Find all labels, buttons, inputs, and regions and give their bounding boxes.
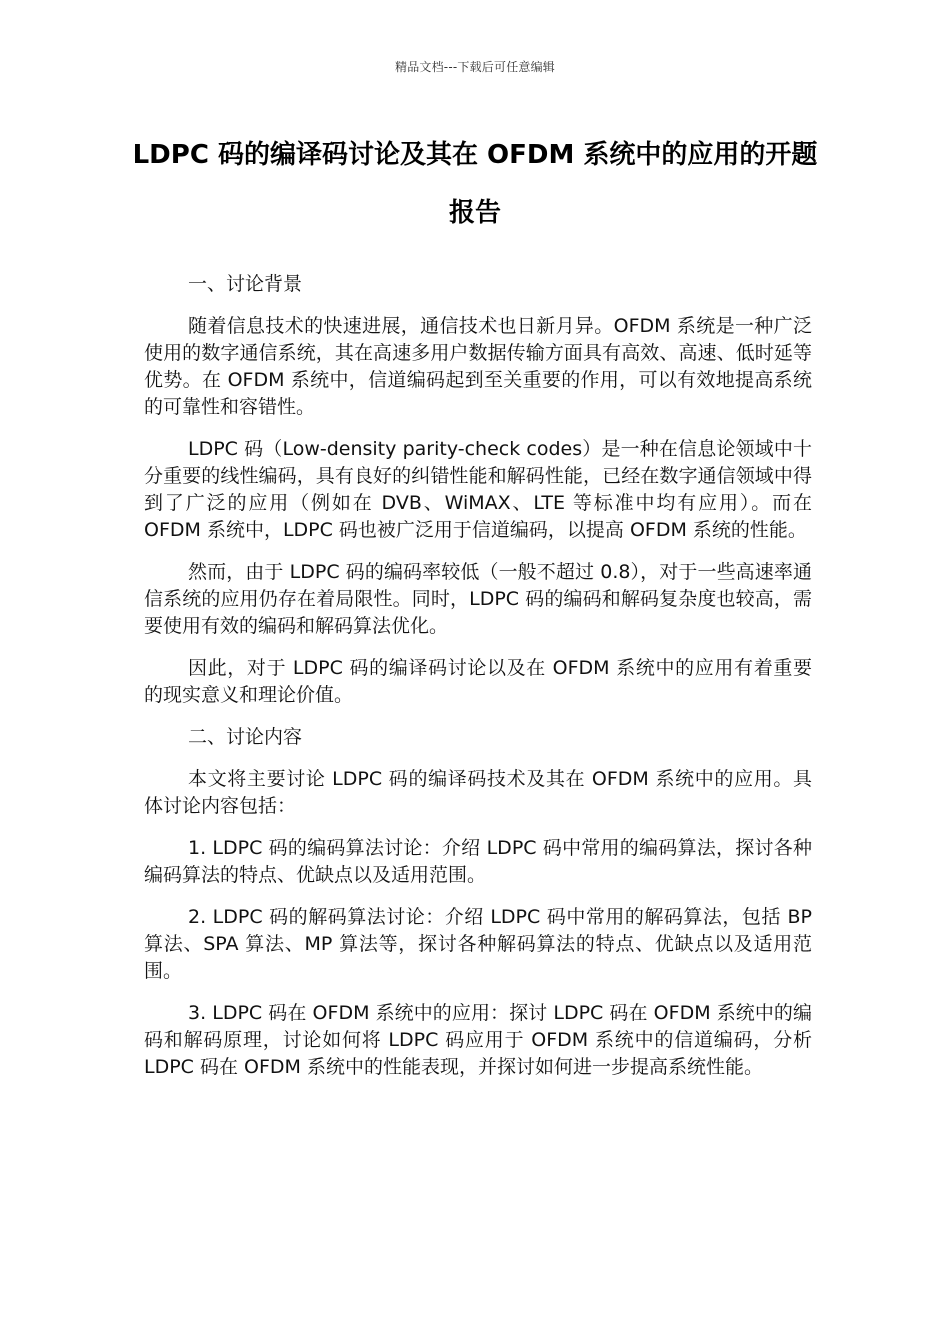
list-item: 1. LDPC 码的编码算法讨论：介绍 LDPC 码中常用的编码算法，探讨各种编码算法的特点、优缺点以及适用范围。	[144, 837, 812, 886]
paragraph: 因此，对于 LDPC 码的编译码讨论以及在 OFDM 系统中的应用有着重要的现实意义和理论价值。	[144, 657, 812, 706]
paragraph: LDPC 码（Low-density parity-check codes）是一种在信息论领域中十分重要的线性编码，具有良好的纠错性能和解码性能，已经在数字通信领域中得到了广泛的应用（例如在 DVB、WiMAX、LTE 等标准中均有应用）。而在 OFDM 系统中，LDPC 码也被广泛用于信道编码，以提高 OFDM 系统的性能。	[144, 438, 812, 541]
list-item: 2. LDPC 码的解码算法讨论：介绍 LDPC 码中常用的解码算法，包括 BP 算法、SPA 算法、MP 算法等，探讨各种解码算法的特点、优缺点以及适用范围。	[144, 906, 812, 982]
list-item: 3. LDPC 码在 OFDM 系统中的应用：探讨 LDPC 码在 OFDM 系统中的编码和解码原理，讨论如何将 LDPC 码应用于 OFDM 系统中的信道编码，分析 LDPC 码在 OFDM 系统中的性能表现，并探讨如何进一步提高系统性能。	[144, 1002, 812, 1078]
document-title: LDPC 码的编译码讨论及其在 OFDM 系统中的应用的开题报告	[132, 140, 818, 228]
section-heading: 一、讨论背景	[188, 273, 303, 295]
paragraph: 本文将主要讨论 LDPC 码的编译码技术及其在 OFDM 系统中的应用。具体讨论内容包括：	[144, 768, 812, 817]
section-heading: 二、讨论内容	[188, 726, 303, 748]
document-body	[144, 271, 812, 1096]
paragraph: 随着信息技术的快速进展，通信技术也日新月异。OFDM 系统是一种广泛使用的数字通信系统，其在高速多用户数据传输方面具有高效、高速、低时延等优势。在 OFDM 系统中，信道编码起到至关重要的作用，可以有效地提高系统的可靠性和容错性。	[144, 315, 812, 418]
paragraph: 然而，由于 LDPC 码的编码率较低（一般不超过 0.8），对于一些高速率通信系统的应用仍存在着局限性。同时，LDPC 码的编码和解码复杂度也较高，需要使用有效的编码和解码算法优化。	[144, 561, 812, 637]
header-note: 精品文档---下载后可任意编辑	[395, 60, 555, 74]
